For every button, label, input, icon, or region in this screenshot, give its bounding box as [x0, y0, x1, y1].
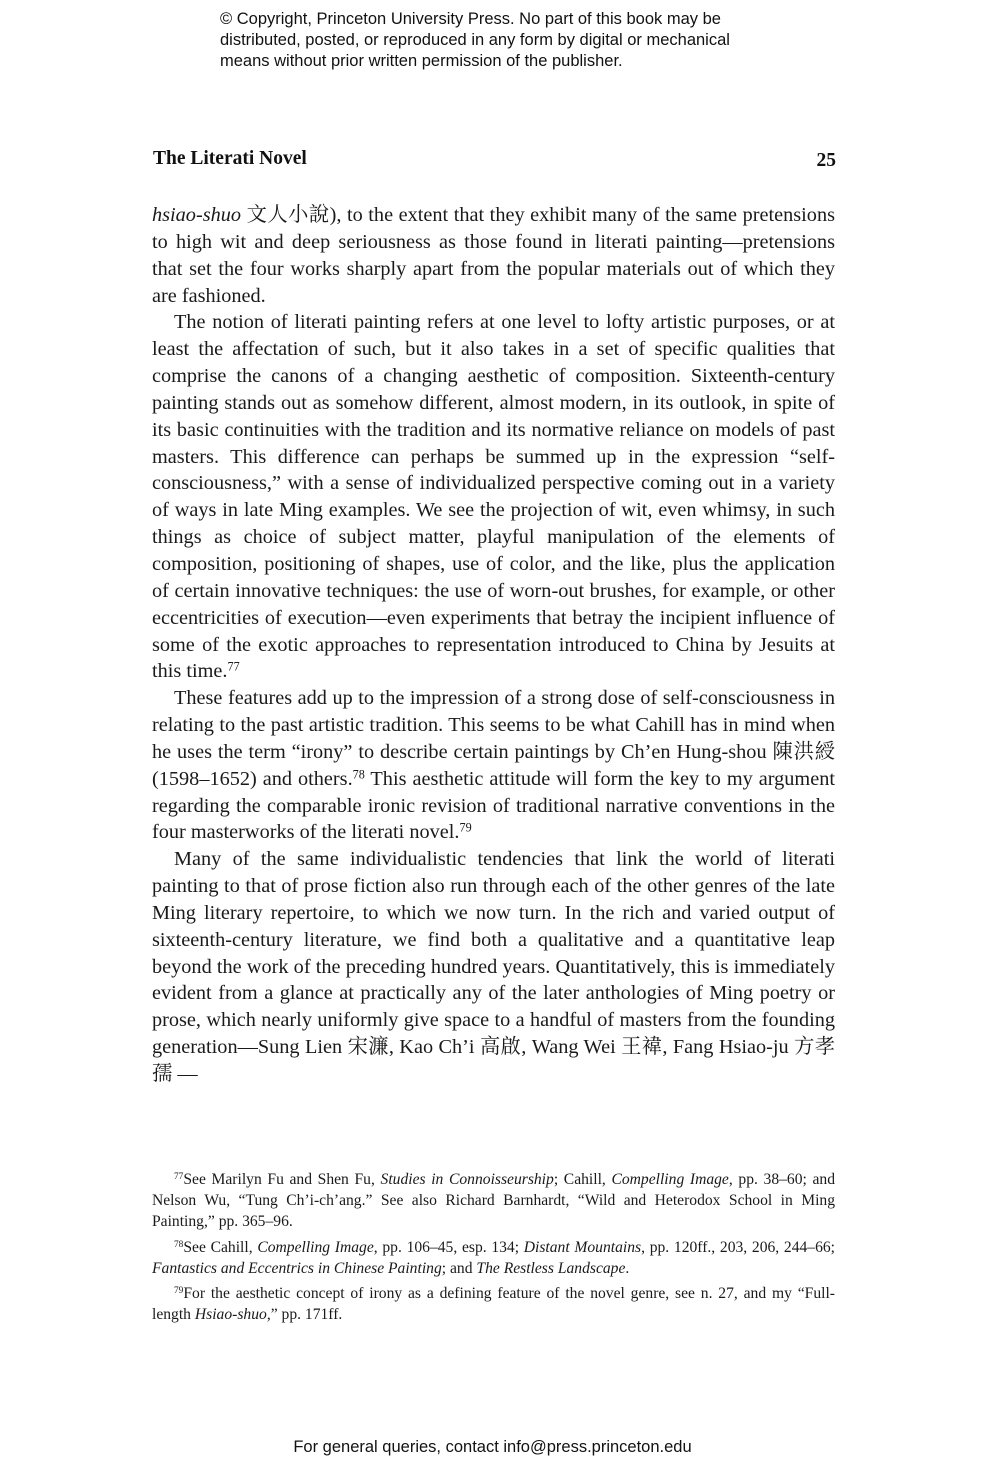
body-text	[152, 202, 835, 1088]
footnote-text: .	[625, 1259, 630, 1277]
running-head	[153, 148, 836, 178]
footnotes	[152, 1169, 835, 1329]
footnote	[152, 1169, 835, 1233]
chapter-title: The Literati Novel	[153, 148, 307, 169]
copyright-line: means without prior written permission of the publisher.	[220, 52, 623, 70]
footnote-text: ; and	[441, 1259, 477, 1277]
footnote-ref: 78	[352, 767, 365, 782]
italic-title: The Restless Landscape	[476, 1259, 626, 1277]
paragraph	[152, 846, 835, 1088]
footnote-number: 79	[174, 1285, 184, 1296]
italic-title: Studies in Connoisseurship	[380, 1171, 554, 1188]
paragraph-text: This aesthetic attitude will form the key to my argument regarding the comparable ironic revision of traditional narrative conventions in the four masterworks of the literati novel.	[152, 767, 835, 844]
footnote-ref: 77	[227, 659, 240, 674]
italic-title: Fantastics and Eccentrics in Chinese Painting	[152, 1259, 442, 1277]
paragraph-text: Many of the same individualistic tendencies that link the world of literati painting to that of prose fiction also run through each of the other genres of the late Ming literary repertoire, to which we now turn. In the rich and varied output of sixteenth-century literature, we find both a qualitative and a quantitative leap beyond the work of the preceding hundred years. Quantitatively, this is immediately evident from a glance at practically any of the later anthologies of Ming poetry or prose, which nearly uniformly give space to a handful of masters from the founding generation—Sung Lien 宋濂, Kao Ch’i 高啟, Wang Wei 王褘, Fang Hsiao-ju 方孝孺 —	[152, 848, 835, 1085]
footnote	[152, 1283, 835, 1325]
italic-title: Compelling Image	[611, 1171, 729, 1188]
footnote-ref: 79	[459, 820, 472, 835]
page-number: 25	[816, 150, 836, 171]
paragraph-text: These features add up to the impression of a strong dose of self-consciousness in relating to the past artistic tradition. This seems to be what Cahill has in mind when he uses the term “irony” to describe certain paintings by Ch’en Hung-shou 陳洪綬 (1598–1652) and others.	[152, 687, 835, 790]
copyright-line: distributed, posted, or reproduced in any form by digital or mechanical	[220, 31, 730, 49]
footnote-text: See Marilyn Fu and Shen Fu,	[183, 1171, 381, 1188]
italic-title: Distant Mountains	[523, 1238, 642, 1256]
footnote-text: , pp. 120ff., 203, 206, 244–66;	[641, 1238, 836, 1256]
paragraph-text: The notion of literati painting refers at one level to lofty artistic purposes, or at least the affectation of such, but it also takes in a set of specific qualities that comprise the canons of a changing aesthetic of composition. Sixteenth-century painting stands out as somehow different, almost modern, in its outlook, in spite of its basic continuities with the tradition and its normative reliance on models of past masters. This difference can perhaps be summed up in the expression “self-consciousness,” with a sense of individualized perspective coming out in a variety of ways in late Ming examples. We see the projection of wit, even whimsy, in such things as choice of subject matter, playful manipulation of the elements of composition, positioning of shapes, use of color, and the like, plus the application of certain innovative techniques: the use of worn-out brushes, for example, or other eccentricities of execution—even experiments that betray the incipient influence of some of the exotic approaches to representation introduced to China by Jesuits at this time.	[152, 311, 835, 683]
italic-title: Hsiao-shuo	[194, 1306, 267, 1324]
paragraph-text: ), to the extent that they exhibit many of the same pretensions to high wit and deep seriousness as those found in literati painting—pretensions that set the four works sharply apart from the popular materials out of which they are fashioned.	[152, 204, 835, 307]
footnote	[152, 1237, 835, 1279]
footnote-number: 78	[174, 1239, 184, 1250]
paragraph	[152, 202, 835, 309]
chinese-characters: 文人小說	[246, 204, 330, 226]
copyright-line: © Copyright, Princeton University Press. No part of this book may be	[220, 10, 721, 28]
footnote-text: ,” pp. 171ff.	[266, 1306, 343, 1324]
footnote-text: For the aesthetic concept of irony as a defining feature of the novel genre, see n. 27, and my “Full-length	[152, 1285, 835, 1324]
copyright-notice	[220, 9, 820, 72]
footnote-text: , pp. 38–60; and Nelson Wu, “Tung Ch’i-ch’ang.” See also Richard Barnhardt, “Wild and Heterodox School in Ming Painting,” pp. 365–96.	[152, 1171, 836, 1231]
footnote-text: ; Cahill,	[553, 1171, 612, 1188]
footnote-text: , pp. 106–45, esp. 134;	[373, 1238, 524, 1256]
footer-contact: For general queries, contact info@press.princeton.edu	[293, 1438, 692, 1456]
footnote-text: See Cahill,	[183, 1238, 258, 1256]
paragraph	[152, 685, 835, 846]
paragraph	[152, 309, 835, 685]
footnote-number: 77	[174, 1171, 184, 1182]
italic-title: Compelling Image	[257, 1238, 374, 1256]
italic-term: hsiao-shuo	[152, 204, 242, 226]
